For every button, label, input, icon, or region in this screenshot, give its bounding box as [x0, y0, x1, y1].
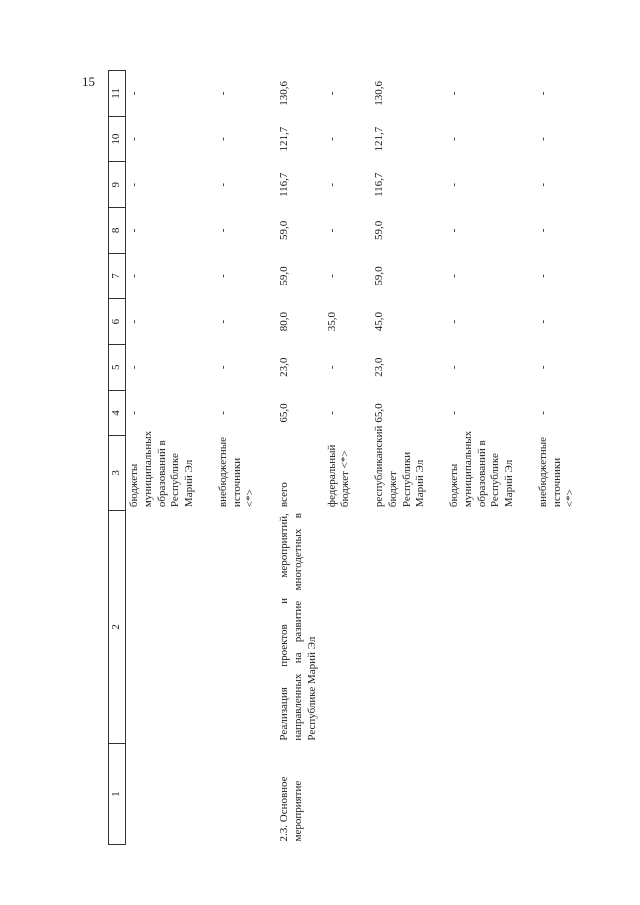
header-cell: 10	[109, 116, 126, 162]
value-cell: 59,0	[373, 220, 385, 240]
header-cell: 7	[109, 253, 126, 299]
value-cell: 35,0	[325, 312, 338, 332]
value-cell: -	[325, 274, 338, 278]
value-cell: 59,0	[278, 220, 290, 240]
value-cell: -	[128, 228, 140, 233]
activity-cell: 2.3. Основное мероприятие	[278, 776, 304, 842]
table-row	[215, 71, 276, 845]
value-cell: -	[448, 228, 460, 233]
source-cell: бюджеты муниципальных образований в Республике Марий Эл	[128, 430, 195, 508]
source-cell: внебюджетные источники <*>	[536, 436, 577, 508]
table-row	[126, 71, 215, 845]
activity-cell	[215, 744, 276, 845]
value-cell: 65,0	[278, 403, 290, 423]
value-cell: 116,7	[278, 172, 290, 197]
value-cell: -	[216, 182, 229, 187]
value-cell: -	[448, 91, 460, 96]
value-cell: 130,6	[373, 81, 385, 106]
value-cell: -	[216, 91, 229, 96]
value-cell: -	[536, 365, 549, 370]
value-cell: -	[325, 137, 338, 141]
value-cell: -	[448, 411, 460, 415]
value-cell: 59,0	[373, 266, 385, 286]
header-cell: 9	[109, 162, 126, 208]
value-cell: -	[325, 91, 338, 96]
value-cell: -	[128, 137, 140, 141]
value-cell: -	[216, 365, 229, 370]
value-cell: -	[448, 319, 460, 324]
description-cell	[215, 510, 276, 744]
value-cell: 65,0	[373, 403, 385, 423]
table-row	[276, 71, 324, 845]
value-cell: 130,6	[278, 81, 290, 106]
value-cell: -	[536, 319, 549, 324]
description-cell: Реализация проектов и мероприятий, направленных на развитие многодетных в Республике Марий Эл	[278, 513, 318, 741]
description-cell	[126, 510, 215, 744]
activity-cell	[371, 744, 446, 845]
value-cell: -	[448, 365, 460, 370]
rotated-table-container	[108, 70, 577, 845]
value-cell: 121,7	[373, 126, 385, 152]
header-row	[109, 71, 126, 845]
value-cell: -	[216, 228, 229, 233]
header-cell: 6	[109, 299, 126, 345]
value-cell: -	[536, 91, 549, 96]
header-cell: 8	[109, 208, 126, 254]
activity-cell	[446, 744, 535, 845]
value-cell: 23,0	[278, 357, 290, 377]
value-cell: 45,0	[373, 312, 385, 332]
value-cell: -	[128, 91, 140, 96]
activity-cell	[324, 744, 372, 845]
value-cell: -	[128, 319, 140, 324]
value-cell: -	[128, 274, 140, 278]
header-cell: 3	[109, 436, 126, 510]
value-cell: -	[216, 319, 229, 324]
budget-table	[108, 70, 580, 845]
value-cell: -	[536, 274, 549, 278]
header-cell: 2	[109, 510, 126, 744]
value-cell: -	[536, 182, 549, 187]
value-cell: -	[216, 137, 229, 141]
value-cell: 80,0	[278, 312, 290, 332]
value-cell: -	[216, 274, 229, 278]
value-cell: -	[325, 411, 338, 415]
header-cell: 11	[109, 71, 126, 117]
value-cell: -	[448, 182, 460, 187]
value-cell: -	[536, 228, 549, 233]
source-cell: федеральный бюджет <*>	[325, 444, 352, 508]
value-cell: -	[325, 182, 338, 187]
value-cell: 116,7	[373, 172, 385, 197]
header-cell: 1	[109, 744, 126, 845]
value-cell: 23,0	[373, 357, 385, 377]
value-cell: -	[448, 137, 460, 141]
value-cell: -	[325, 365, 338, 370]
source-cell: всего	[278, 482, 290, 508]
header-cell: 4	[109, 390, 126, 436]
value-cell: -	[325, 228, 338, 233]
value-cell: -	[128, 411, 140, 415]
value-cell: -	[128, 365, 140, 370]
value-cell: 121,7	[278, 126, 290, 152]
value-cell: -	[128, 182, 140, 187]
page-number: 15	[82, 74, 95, 89]
header-cell: 5	[109, 344, 126, 390]
value-cell: -	[216, 411, 229, 415]
value-cell: -	[536, 137, 549, 141]
source-cell: бюджеты муниципальных образований в Республике Марий Эл	[448, 430, 515, 508]
activity-cell	[126, 744, 215, 845]
value-cell: -	[448, 274, 460, 278]
value-cell: -	[536, 411, 549, 415]
activity-cell	[535, 744, 580, 845]
value-cell: 59,0	[278, 266, 290, 286]
source-cell: республиканский бюджет Республики Марий Эл	[373, 425, 427, 508]
source-cell: внебюджетные источники <*>	[216, 436, 257, 508]
